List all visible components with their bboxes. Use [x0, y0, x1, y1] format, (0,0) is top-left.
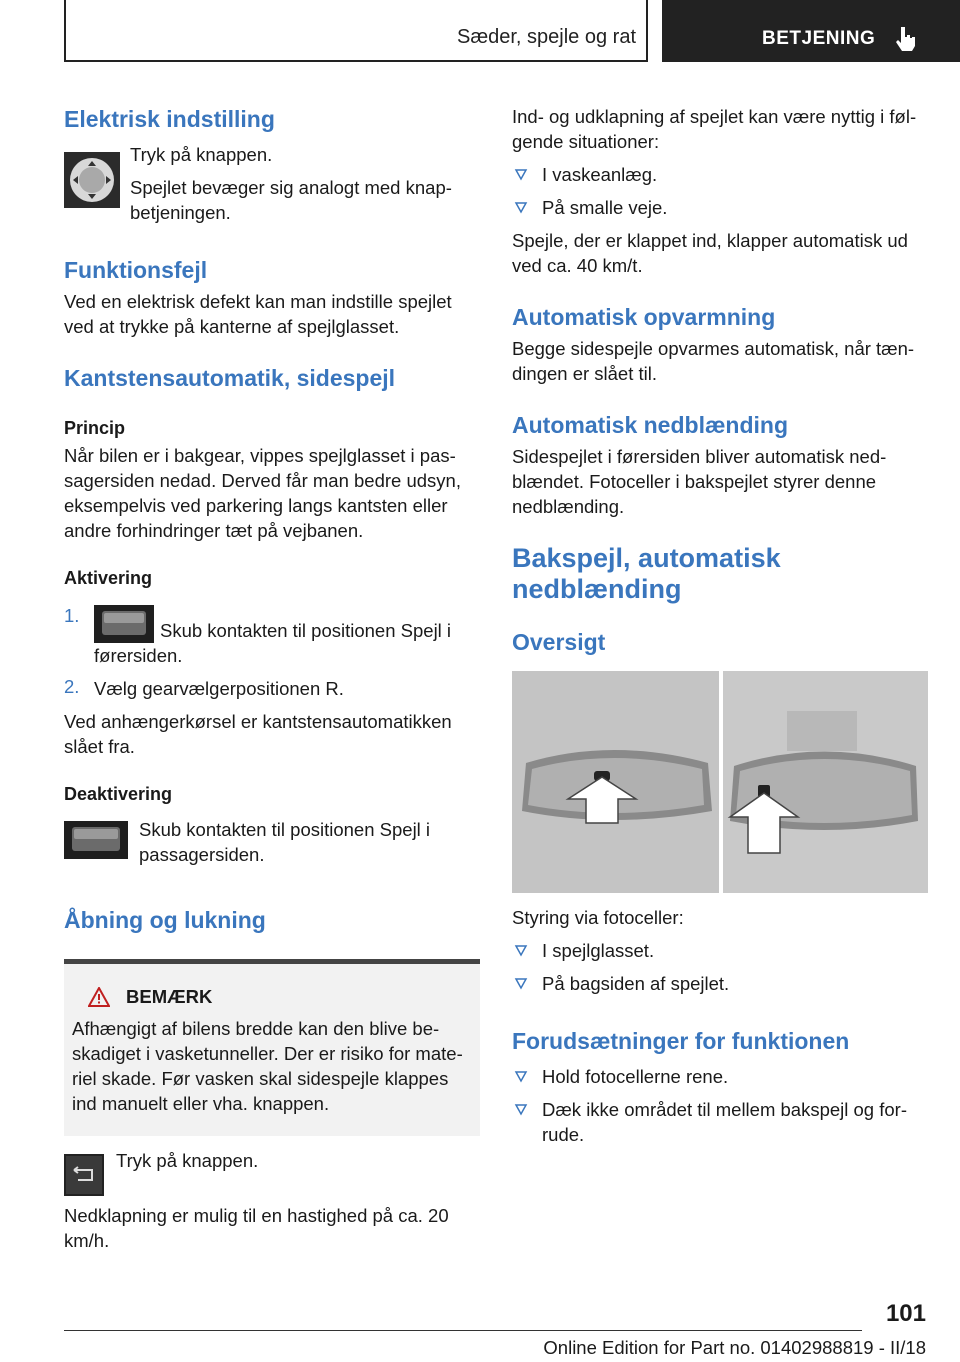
list-item — [512, 162, 928, 187]
heading-auto-dimming: Automatisk nedblænding — [512, 412, 788, 438]
heating-text: Begge sidespejle opvarmes automatisk, når tændingen er slået til. — [512, 338, 915, 384]
warning-title — [72, 986, 472, 1008]
heading-deactivation: Deaktivering — [64, 784, 173, 804]
step-1-text: Skub kontakten til positionen Spejl i førersiden. — [94, 620, 452, 666]
electric-press-text: Tryk på knappen. — [130, 144, 273, 165]
fold-speed-text: Nedklapning er mulig til en hastighed på ca. 20 km/h. — [64, 1205, 449, 1251]
triangle-bullet-icon — [514, 200, 528, 214]
list-item — [512, 1097, 928, 1147]
fold-item-narrow: På smalle veje. — [542, 197, 668, 218]
electric-adjust-block — [64, 142, 480, 225]
list-item — [512, 195, 928, 220]
malfunction-text: Ved en elektrisk defekt kan man indstille spejlet ved at trykke på kanterne af spejlglasset. — [64, 291, 452, 337]
activation-step-1 — [64, 605, 480, 668]
mirror-switch-icon — [64, 821, 128, 859]
fold-press-text: Tryk på knappen. — [116, 1150, 259, 1171]
step-number: 2. — [64, 676, 80, 697]
dimming-text: Sidespejlet i førersiden bliver automatisk nedblændet. Fotoceller i bakspejlet styrer denne nedblænding. — [512, 446, 887, 517]
step-1-body — [94, 605, 480, 668]
header-chapter-label: BETJENING — [762, 28, 876, 49]
heading-auto-heating: Automatisk opvarmning — [512, 304, 776, 330]
footer-divider — [64, 1330, 862, 1331]
rearview-mirror-illustration — [512, 671, 928, 893]
prereq-item-cover: Dæk ikke området til mellem bakspejl og forrude. — [542, 1099, 907, 1145]
right-column — [512, 96, 928, 1147]
prereq-item-clean: Hold fotocellerne rene. — [542, 1066, 729, 1087]
warning-text: Afhængigt af bilens bredde kan den blive beskadiget i vasketunneller. Der er risiko for materiel skade. Før vasken skal sidespejle klappes ind manuelt eller vha. knappen. — [72, 1018, 463, 1114]
triangle-bullet-icon — [514, 1102, 528, 1116]
footer-edition: Online Edition for Part no. 01402988819 - II/18 — [543, 1337, 926, 1358]
header-chapter-tab — [662, 0, 960, 62]
activation-step-2 — [64, 676, 480, 701]
warning-box — [64, 959, 480, 1136]
heading-prerequisites: Forudsætninger for funktionen — [512, 1028, 850, 1054]
deactivation-block — [64, 817, 480, 867]
heading-fold: Åbning og lukning — [64, 907, 266, 933]
step-2-text: Vælg gearvælgerpositionen R. — [94, 678, 344, 699]
heading-malfunction: Funktionsfejl — [64, 257, 208, 283]
deactivation-text: Skub kontakten til positionen Spejl i passagersiden. — [139, 819, 431, 865]
heading-principle: Princip — [64, 418, 126, 438]
heading-rearview-line1: Bakspejl, automatisk — [512, 543, 781, 573]
list-item — [512, 971, 928, 996]
header-section-title: Sæder, spejle og rat — [457, 26, 636, 48]
list-item — [512, 938, 928, 963]
triangle-bullet-icon — [514, 1069, 528, 1083]
heading-electric-adjustment: Elektrisk indstilling — [64, 106, 275, 132]
mirror-fold-button-icon — [64, 1154, 104, 1196]
photocell-item-back: På bagsiden af spejlet. — [542, 973, 730, 994]
page-number: 101 — [885, 1300, 926, 1327]
mirror-joystick-icon — [64, 152, 120, 208]
trailer-text: Ved anhængerkørsel er kantstensautomatikken slået fra. — [64, 711, 452, 757]
fold-auto-text: Spejle, der er klappet ind, klapper automatisk ud ved ca. 40 km/t. — [512, 230, 908, 276]
triangle-bullet-icon — [514, 943, 528, 957]
hand-pointer-icon — [894, 26, 916, 52]
heading-rearview-line2: nedblænding — [512, 574, 682, 604]
left-column — [64, 96, 480, 1253]
warning-title-text: BEMÆRK — [126, 986, 213, 1007]
page-header — [0, 0, 960, 66]
triangle-bullet-icon — [514, 167, 528, 181]
heading-activation: Aktivering — [64, 568, 153, 588]
fold-intro-text: Ind- og udklapning af spejlet kan være nyttig i følgende situationer: — [512, 106, 917, 152]
step-number: 1. — [64, 605, 80, 626]
triangle-bullet-icon — [514, 976, 528, 990]
photocell-intro-text: Styring via fotoceller: — [512, 907, 684, 928]
mirror-photo-graphic — [512, 671, 928, 893]
fold-item-wash: I vaskeanlæg. — [542, 164, 658, 185]
principle-text: Når bilen er i bakgear, vippes spejlglasset i passagersiden nedad. Derved får man bedre udsyn, eksempelvis ved parkering langs kantsten eller andre forhindringer tæt på vejbanen. — [64, 445, 461, 541]
photocell-item-glass: I spejlglasset. — [542, 940, 655, 961]
heading-curb-automatic: Kantstensautomatik, sidespejl — [64, 365, 396, 391]
mirror-switch-icon — [94, 605, 154, 643]
warning-triangle-icon — [88, 987, 110, 1007]
list-item — [512, 1064, 928, 1089]
electric-move-text: Spejlet bevæger sig analogt med knapbetjeningen. — [130, 177, 452, 223]
fold-button-block — [64, 1148, 480, 1173]
heading-overview: Oversigt — [512, 629, 606, 655]
